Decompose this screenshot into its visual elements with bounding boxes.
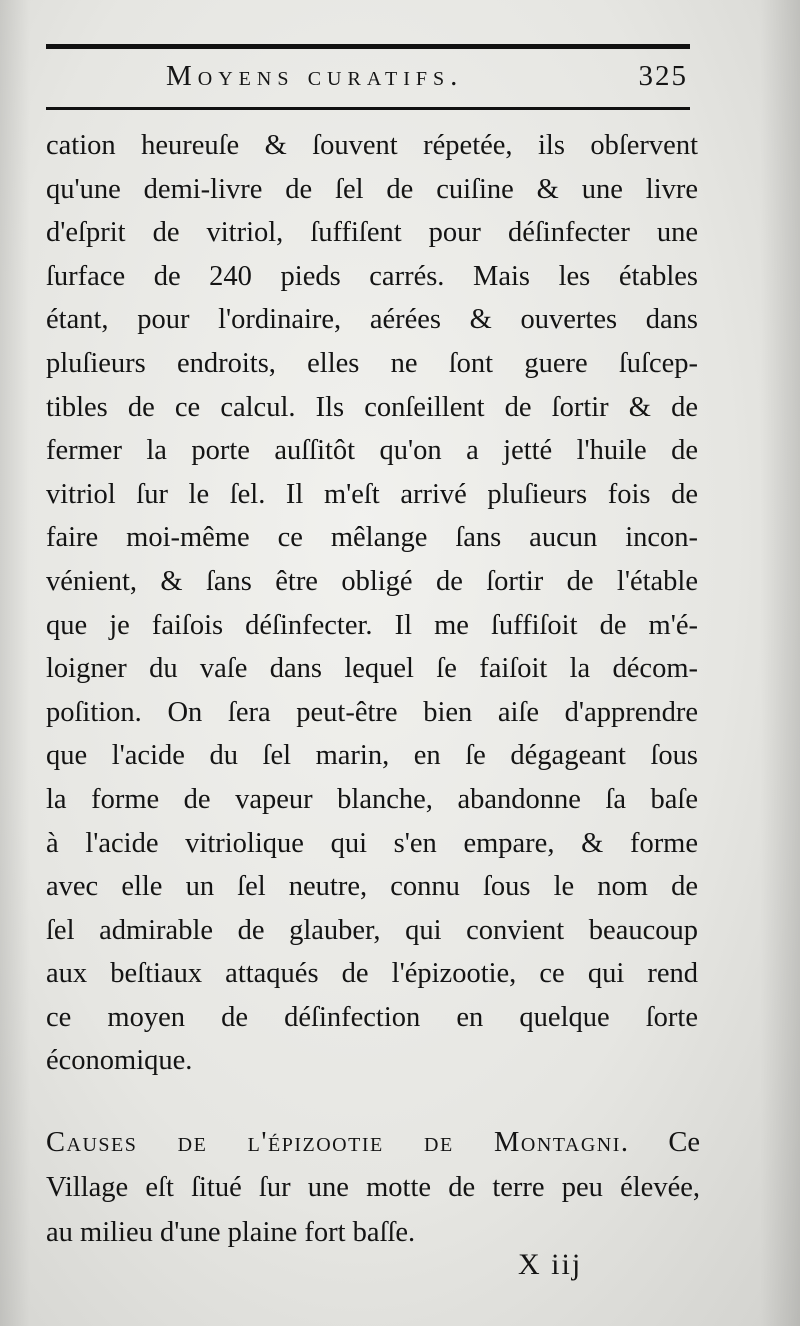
- running-head: [46, 60, 690, 100]
- text-line: que l'acide du ſel marin, en ſe dégageant ſous: [46, 740, 698, 772]
- text-line: qu'une demi-livre de ſel de cuiſine & une livre: [46, 173, 698, 205]
- text-line: cation heureuſe & ſouvent répetée, ils obſervent: [46, 130, 698, 161]
- text-line: poſition. On ſera peut-être bien aiſe d'apprendre: [46, 696, 698, 728]
- header-rule-bottom: [46, 107, 690, 110]
- text-line: ce moyen de déſinfection en quelque ſorte: [46, 1001, 698, 1033]
- text-line: loigner du vaſe dans lequel ſe faiſoit la décom-: [46, 653, 698, 685]
- page-edge-shadow: [0, 0, 30, 1326]
- gutter-shadow: [760, 0, 800, 1326]
- text-line: vitriol ſur le ſel. Il m'eſt arrivé pluſieurs fois de: [46, 478, 698, 510]
- text-line: avec elle un ſel neutre, connu ſous le nom de: [46, 871, 698, 903]
- text-line: tibles de ce calcul. Ils conſeillent de ſortir & de: [46, 391, 698, 423]
- text-line: ſurface de 240 pieds carrés. Mais les étables: [46, 260, 698, 292]
- text-line: ſel admirable de glauber, qui convient beaucoup: [46, 914, 698, 946]
- section-paragraph: [46, 1120, 700, 1255]
- section-heading: Causes de l'épizootie de Montagni.: [46, 1127, 630, 1158]
- text-line: faire moi-même ce mêlange ſans aucun incon-: [46, 522, 698, 554]
- header-rule-top: [46, 44, 690, 49]
- text-line: au milieu d'une plaine fort baſſe.: [46, 1217, 416, 1248]
- page-number: 325: [638, 60, 688, 92]
- signature-mark: X iij: [518, 1248, 583, 1281]
- section-heading-line: [46, 1120, 700, 1165]
- text-line: étant, pour l'ordinaire, aérées & ouvertes dans: [46, 304, 698, 336]
- text-line: que je faiſois déſinfecter. Il me ſuffiſoit de m'é-: [46, 609, 698, 641]
- body-paragraph: [46, 124, 698, 1083]
- text-line: à l'acide vitriolique qui s'en empare, & forme: [46, 827, 698, 859]
- text-line: la forme de vapeur blanche, abandonne ſa baſe: [46, 783, 698, 815]
- text-line: vénient, & ſans être obligé de ſortir de l'étable: [46, 565, 698, 597]
- text-line: aux beſtiaux attaqués de l'épizootie, ce qui rend: [46, 958, 698, 990]
- section-heading-tail: Ce: [668, 1127, 700, 1158]
- text-line: d'eſprit de vitriol, ſuffiſent pour déſinfecter une: [46, 217, 698, 249]
- text-line: fermer la porte auſſitôt qu'on a jetté l'huile de: [46, 435, 698, 467]
- text-line: pluſieurs endroits, elles ne ſont guere ſuſcep-: [46, 347, 698, 379]
- text-line: Village eſt ſitué ſur une motte de terre peu élevée,: [46, 1172, 700, 1203]
- text-line: économique.: [46, 1045, 193, 1077]
- running-title: Moyens curatifs.: [166, 60, 464, 92]
